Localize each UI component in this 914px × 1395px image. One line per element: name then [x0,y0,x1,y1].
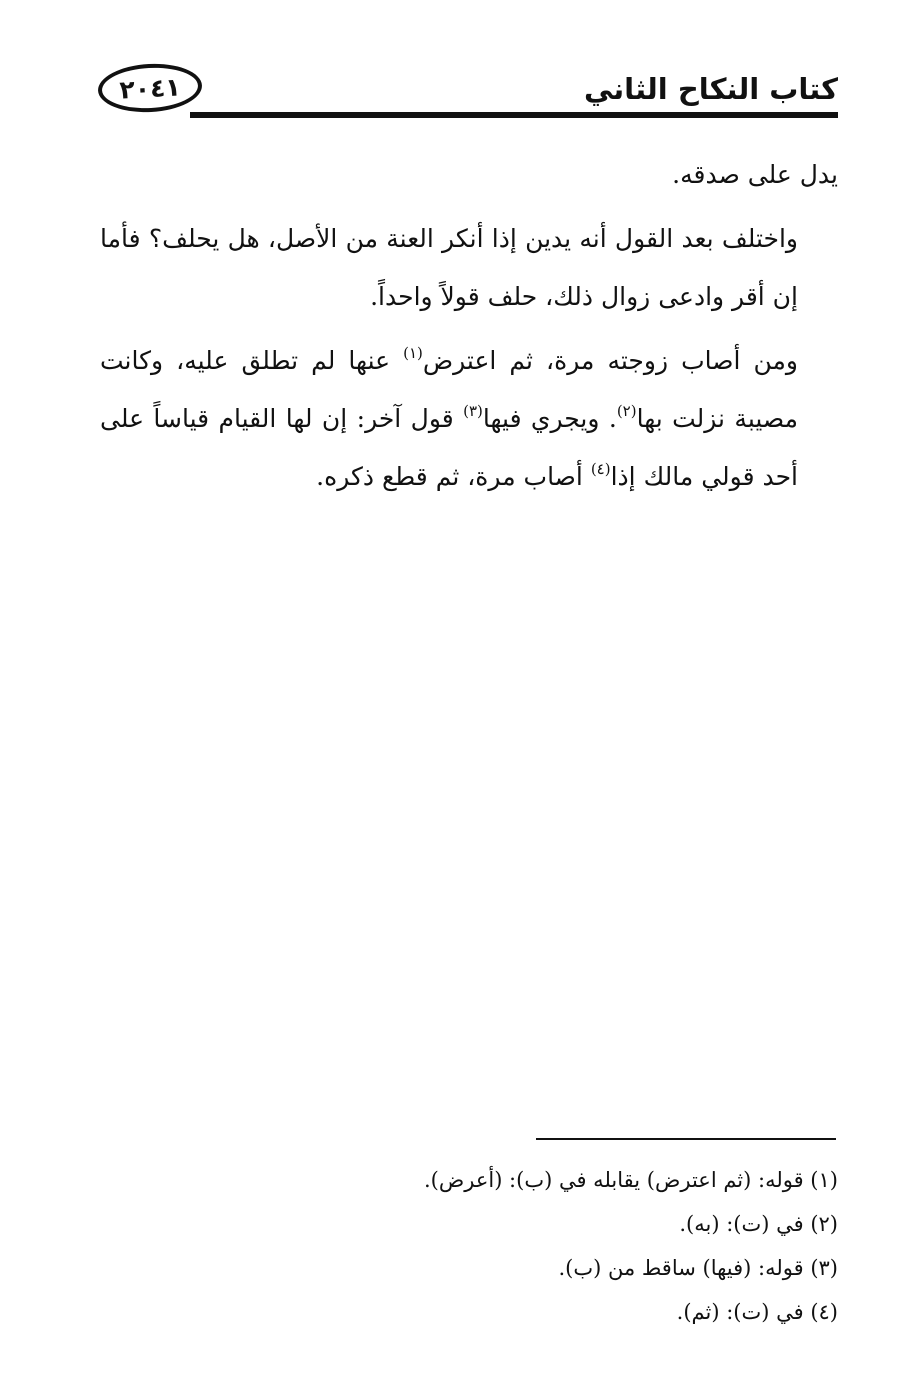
footnotes [100,1158,838,1334]
header-rule [190,112,838,118]
page-number: ٢٠٤١ [118,71,182,105]
footnote-2: (٢) في (ت): (به). [679,1212,838,1236]
footnote-4: (٤) في (ت): (ثم). [676,1300,838,1324]
footnote-1: (١) قوله: (ثم اعترض) يقابله في (ب): (أعرض). [423,1168,838,1192]
paragraph-3 [100,332,838,506]
paragraph-3-text: أصاب مرة، ثم قطع ذكره. [316,462,591,491]
footnote-ref-1[interactable]: (١) [403,344,423,362]
footnote-ref-4[interactable]: (٤) [590,460,611,478]
footnote-ref-2[interactable]: (٢) [616,402,637,420]
main-text [100,146,838,512]
paragraph-3-text: ومن أصاب زوجته مرة، ثم اعترض [422,346,798,375]
footnote-3: (٣) قوله: (فيها) ساقط من (ب). [558,1256,838,1280]
footnote-ref-3[interactable]: (٣) [463,402,483,420]
paragraph-1: يدل على صدقه. [672,160,838,189]
page-header [90,62,838,122]
paragraph-3-text: عنها لم تطلق عليه، وكانت مصيبة نزلت بها [100,346,798,433]
running-title: كتاب النكاح الثاني [583,72,838,106]
footnote-separator [536,1138,836,1140]
page-number-badge [97,61,203,114]
paragraph-3-text: . ويجري فيها [482,404,617,433]
paragraph-2: واختلف بعد القول أنه يدين إذا أنكر العنة من الأصل، هل يحلف؟ فأما إن أقر وادعى زوال ذلك، حلف قولاً واحداً. [100,224,798,311]
paragraph-3-text: قول آخر: إن لها القيام قياساً على أحد قولي مالك إذا [100,404,798,491]
